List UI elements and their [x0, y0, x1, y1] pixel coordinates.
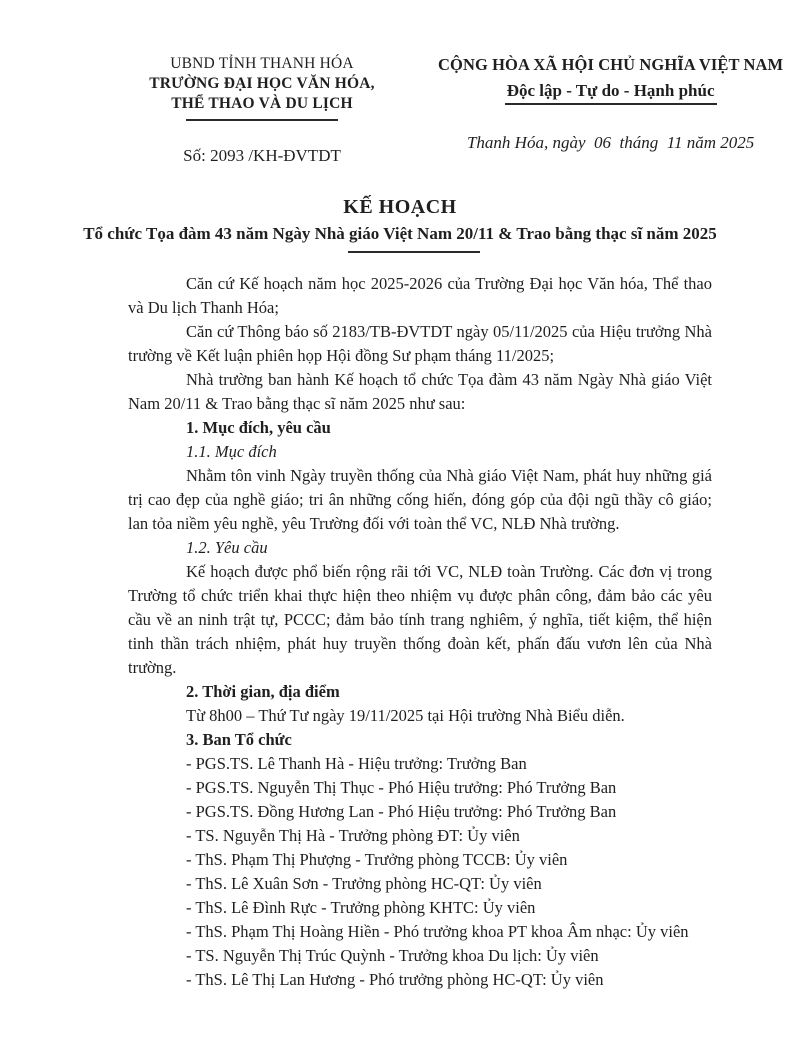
title-block [0, 193, 800, 253]
list-item: - PGS.TS. Nguyễn Thị Thục - Phó Hiệu trưởng: Phó Trưởng Ban [186, 778, 617, 797]
paragraph: Từ 8h00 – Thứ Tư ngày 19/11/2025 tại Hội trường Nhà Biểu diễn. [186, 706, 625, 725]
section-heading: 2. Thời gian, địa điểm [186, 682, 340, 701]
country-name: CỘNG HÒA XÃ HỘI CHỦ NGHĨA VIỆT NAM [438, 55, 784, 74]
list-item: - ThS. Phạm Thị Hoàng Hiền - Phó trưởng khoa PT khoa Âm nhạc: Ủy viên [186, 922, 689, 941]
national-motto: Độc lập - Tự do - Hạnh phúc [505, 79, 717, 105]
doc-subtitle: Tổ chức Tọa đàm 43 năm Ngày Nhà giáo Việt Nam 20/11 & Trao bằng thạc sĩ năm 2025 [83, 224, 717, 243]
dateline: Thanh Hóa, ngày 06 tháng 11 năm 2025 [466, 133, 755, 152]
list-item: - PGS.TS. Đồng Hương Lan - Phó Hiệu trưởng: Phó Trưởng Ban [186, 802, 617, 821]
paragraph: Nhà trường ban hành Kế hoạch tổ chức Tọa đàm 43 năm Ngày Nhà giáo Việt Nam 20/11 & Trao bằng thạc sĩ năm 2025 như sau: [128, 370, 712, 413]
issuer-divider [186, 119, 338, 121]
list-item: - ThS. Lê Đình Rực - Trưởng phòng KHTC: Ủy viên [186, 898, 536, 917]
paragraph: Nhằm tôn vinh Ngày truyền thống của Nhà giáo Việt Nam, phát huy những giá trị cao đẹp của nghề giáo; tri ân những cống hiến, đóng góp của đội ngũ thầy cô giáo; lan tỏa niềm yêu nghề, yêu Trường đối với toàn thể VC, NLĐ Nhà trường. [128, 466, 712, 533]
list-item: - TS. Nguyễn Thị Trúc Quỳnh - Trưởng khoa Du lịch: Ủy viên [186, 946, 599, 965]
section-heading: 3. Ban Tổ chức [186, 730, 292, 749]
sub-heading: 1.2. Yêu cầu [186, 538, 268, 557]
paragraph: Kế hoạch được phổ biến rộng rãi tới VC, NLĐ toàn Trường. Các đơn vị trong Trường tổ chức triển khai thực hiện theo nhiệm vụ được phân công, đảm bảo các yêu cầu về an ninh trật tự, PCCC; đảm bảo tính trang nghiêm, ý nghĩa, tiết kiệm, thể hiện tinh thần trách nhiệm, phát huy truyền thống đoàn kết, phấn đấu vươn lên của Nhà trường. [128, 562, 712, 677]
paragraph: Căn cứ Thông báo số 2183/TB-ĐVTDT ngày 05/11/2025 của Hiệu trưởng Nhà trường về Kết luận phiên họp Hội đồng Sư phạm tháng 11/2025; [128, 322, 712, 365]
paragraph: Căn cứ Kế hoạch năm học 2025-2026 của Trường Đại học Văn hóa, Thể thao và Du lịch Thanh Hóa; [128, 274, 712, 317]
issuer-block [86, 54, 438, 167]
list-item: - ThS. Lê Xuân Sơn - Trưởng phòng HC-QT: Ủy viên [186, 874, 542, 893]
sub-heading: 1.1. Mục đích [186, 442, 277, 461]
national-header-block [438, 54, 783, 167]
doc-number: Số: 2093 /KH-ĐVTDT [183, 146, 341, 165]
issuer-authority: UBND TỈNH THANH HÓA [170, 55, 354, 72]
doc-title: KẾ HOẠCH [343, 196, 457, 218]
list-item: - TS. Nguyễn Thị Hà - Trưởng phòng ĐT: Ủy viên [186, 826, 520, 845]
issuer-org-line1: TRƯỜNG ĐẠI HỌC VĂN HÓA, [149, 75, 375, 92]
section-heading: 1. Mục đích, yêu cầu [186, 418, 331, 437]
list-item: - ThS. Lê Thị Lan Hương - Phó trưởng phòng HC-QT: Ủy viên [186, 970, 604, 989]
document-body [128, 272, 712, 992]
list-item: - ThS. Phạm Thị Phượng - Trưởng phòng TCCB: Ủy viên [186, 850, 568, 869]
issuer-org-line2: THỂ THAO VÀ DU LỊCH [171, 95, 353, 112]
title-divider [348, 251, 480, 253]
list-item: - PGS.TS. Lê Thanh Hà - Hiệu trưởng: Trưởng Ban [186, 754, 527, 773]
letterhead [0, 0, 800, 167]
